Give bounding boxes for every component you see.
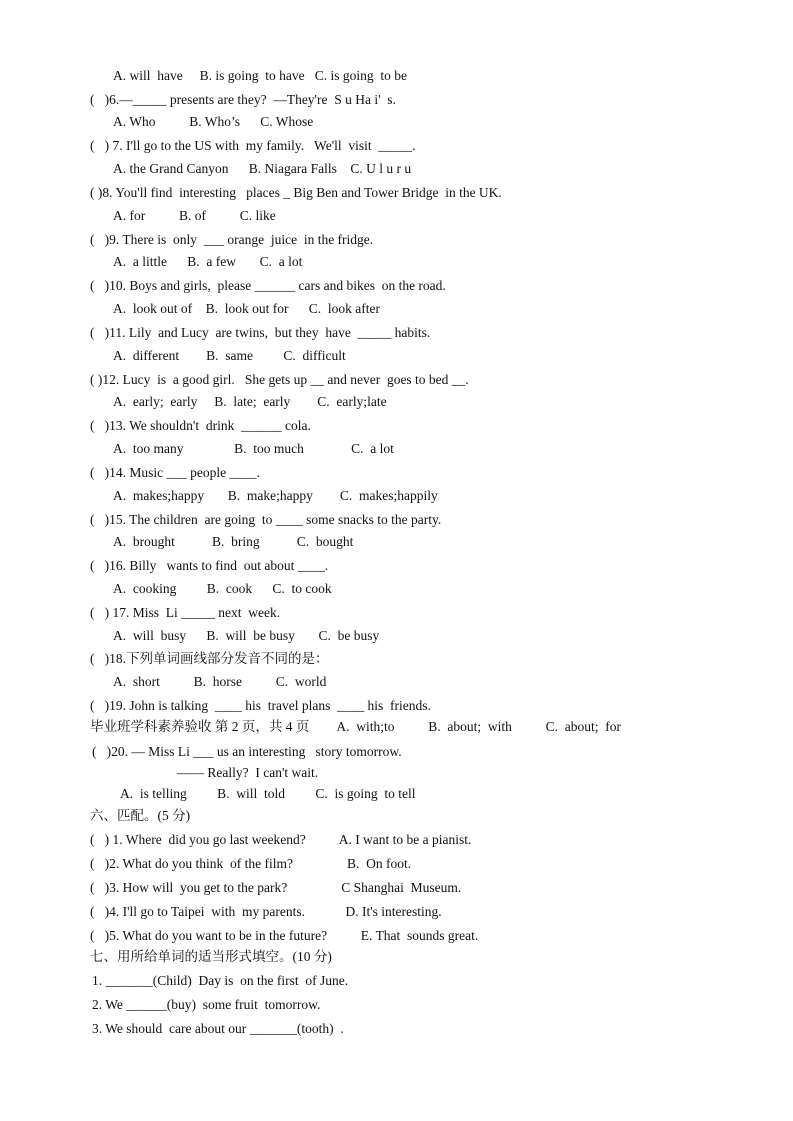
match-5: ( )5. What do you want to be in the future? E. That sounds great. <box>90 928 479 943</box>
question-20: ( )20. — Miss Li ___ us an interesting story tomorrow. <box>92 744 402 759</box>
question-7: ( ) 7. I'll go to the US with my family. We'll visit _____. <box>90 138 416 153</box>
question-18: ( )18.下列单词画线部分发音不同的是： <box>90 651 329 666</box>
q7-options: A. the Grand Canyon B. Niagara Falls C. U l u r u <box>113 161 412 176</box>
question-10: ( )10. Boys and girls, please ______ cars and bikes on the road. <box>90 278 446 293</box>
q10-options: A. look out of B. look out for C. look after <box>113 301 380 316</box>
match-3: ( )3. How will you get to the park? C Shanghai Museum. <box>90 880 462 895</box>
fill-3: 3. We should care about our _______(tooth) . <box>92 1021 344 1036</box>
q17-options: A. will busy B. will be busy C. be busy <box>113 628 380 643</box>
question-8: ( )8. You'll find interesting places _ Big Ben and Tower Bridge in the UK. <box>90 185 502 200</box>
q15-options: A. brought B. bring C. bought <box>113 534 354 549</box>
section-6-heading: 六、匹配。(5 分) <box>90 808 191 823</box>
question-19: ( )19. John is talking ____ his travel plans ____ his friends. <box>90 698 431 713</box>
question-13: ( )13. We shouldn't drink ______ cola. <box>90 418 311 433</box>
q12-options: A. early; early B. late; early C. early;late <box>113 394 387 409</box>
q11-options: A. different B. same C. difficult <box>113 348 346 363</box>
q6-options: A. Who B. Who’s C. Whose <box>113 114 314 129</box>
section-7-heading: 七、用所给单词的适当形式填空。(10 分) <box>90 949 332 964</box>
match-2: ( )2. What do you think of the film? B. On foot. <box>90 856 412 871</box>
match-4: ( )4. I'll go to Taipei with my parents. D. It's interesting. <box>90 904 442 919</box>
q13-options: A. too many B. too much C. a lot <box>113 441 394 456</box>
q9-options: A. a little B. a few C. a lot <box>113 254 303 269</box>
q16-options: A. cooking B. cook C. to cook <box>113 581 332 596</box>
question-16: ( )16. Billy wants to find out about ____. <box>90 558 329 573</box>
question-17: ( ) 17. Miss Li _____ next week. <box>90 605 281 620</box>
fill-1: 1. _______(Child) Day is on the first of June. <box>92 973 349 988</box>
q14-options: A. makes;happy B. make;happy C. makes;happily <box>113 488 438 503</box>
question-6: ( )6.—_____ presents are they? —They're S u Ha i' s. <box>90 92 396 107</box>
q20-options: A. is telling B. will told C. is going to tell <box>120 786 416 801</box>
fill-2: 2. We ______(buy) some fruit tomorrow. <box>92 997 321 1012</box>
q20-reply: —— Really? I can't wait. <box>177 765 319 780</box>
q18-options: A. short B. horse C. world <box>113 674 327 689</box>
question-15: ( )15. The children are going to ____ some snacks to the party. <box>90 512 442 527</box>
match-1: ( ) 1. Where did you go last weekend? A. I want to be a pianist. <box>90 832 472 847</box>
question-12: ( )12. Lucy is a good girl. She gets up __ and never goes to bed __. <box>90 372 469 387</box>
page-footer-q19-options: 毕业班学科素养验收 第 2 页，共 4 页 A. with;to B. about; with C. about; for <box>90 719 621 734</box>
q5-options: A. will have B. is going to have C. is going to be <box>113 68 407 83</box>
question-9: ( )9. There is only ___ orange juice in the fridge. <box>90 232 374 247</box>
q8-options: A. for B. of C. like <box>113 208 276 223</box>
question-11: ( )11. Lily and Lucy are twins, but they have _____ habits. <box>90 325 431 340</box>
question-14: ( )14. Music ___ people ____. <box>90 465 260 480</box>
